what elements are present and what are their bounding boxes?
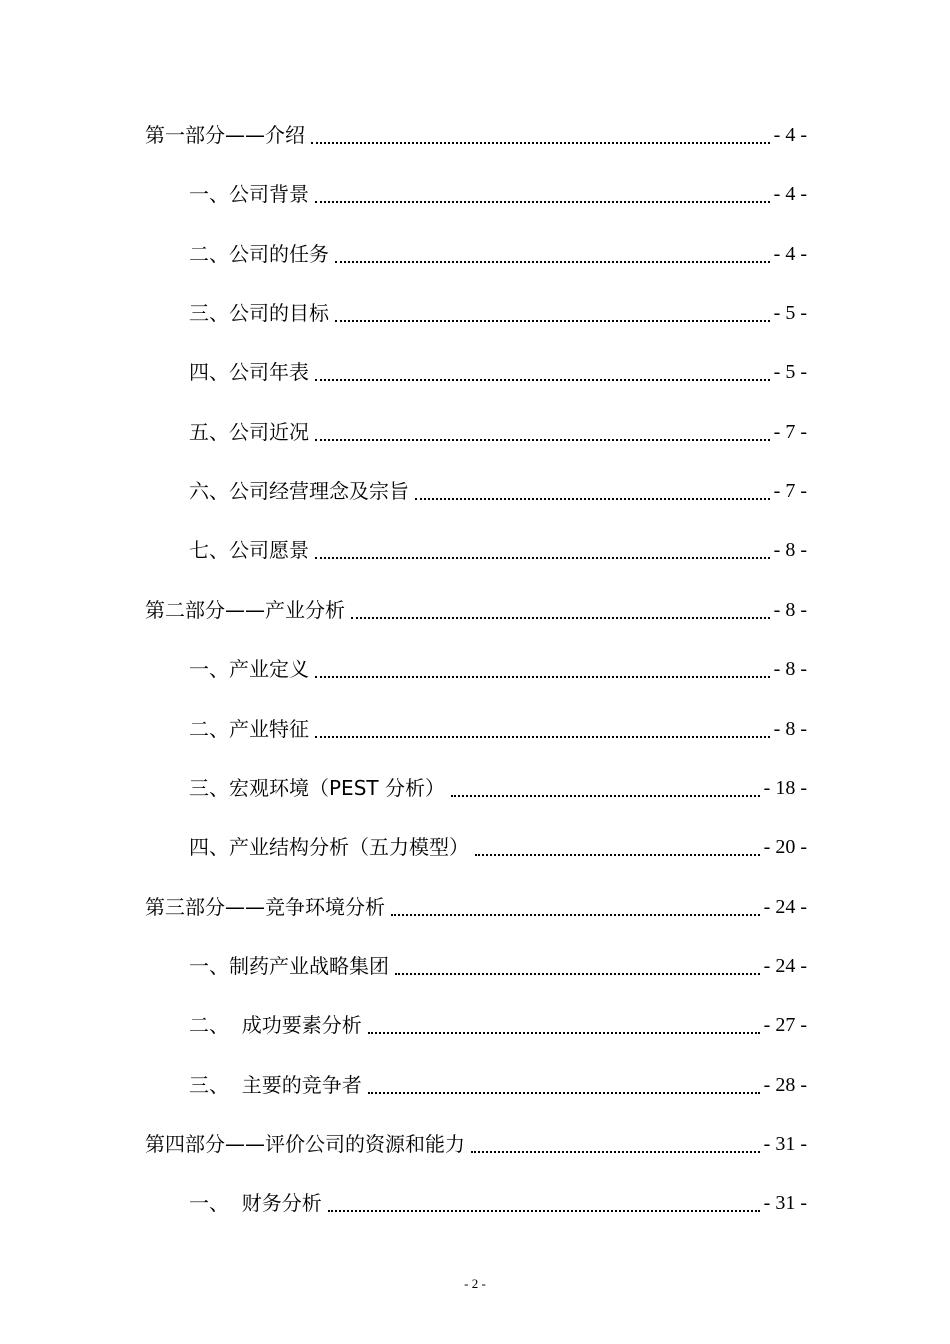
toc-entry[interactable] — [0, 832, 950, 862]
toc-entry-title: 一、产业定义 — [189, 657, 309, 682]
toc-entry-page: - 31 - — [763, 1132, 807, 1155]
toc-entry-page: - 4 - — [773, 124, 807, 146]
toc-entry-page: - 5 - — [773, 361, 807, 384]
toc-entry-leader — [315, 676, 770, 678]
toc-entry-leader — [351, 617, 770, 619]
toc-entry-title: 五、公司近况 — [189, 419, 309, 444]
toc-entry-title: 第三部分——竞争环境分析 — [145, 894, 385, 919]
toc-entry-page: - 24 - — [763, 895, 807, 918]
toc-entry[interactable] — [0, 773, 950, 803]
toc-entry[interactable] — [0, 476, 950, 506]
toc-entry-title: 一、公司背景 — [189, 182, 309, 207]
footer-page-number: - 2 - — [464, 1276, 486, 1291]
toc-entry-title: 二、公司的任务 — [189, 241, 329, 266]
toc-entry-title: 一、 财务分析 — [189, 1191, 322, 1216]
toc-entry-leader — [315, 201, 770, 203]
toc-entry-leader — [471, 1151, 760, 1153]
toc-entry[interactable] — [0, 120, 950, 150]
toc-entry-title: 四、公司年表 — [189, 360, 309, 385]
toc-entry-page: - 4 - — [773, 183, 807, 206]
toc-entry-title: 二、 成功要素分析 — [189, 1013, 362, 1038]
toc-entry-title: 三、 主要的竞争者 — [189, 1072, 362, 1097]
toc-entry-title: 第四部分——评价公司的资源和能力 — [145, 1131, 465, 1156]
toc-entry-leader — [395, 973, 760, 975]
toc-entry-leader — [315, 736, 770, 738]
toc-entry-leader — [415, 498, 770, 500]
toc-entry-page: - 8 - — [773, 658, 807, 681]
toc-entry-title: 第二部分——产业分析 — [145, 597, 345, 622]
toc-entry-leader — [315, 557, 770, 559]
toc-entry-page: - 31 - — [763, 1192, 807, 1215]
toc-entry[interactable] — [0, 179, 950, 209]
toc-entry[interactable] — [0, 892, 950, 922]
toc-entry-leader — [335, 261, 770, 263]
toc-entry[interactable] — [0, 595, 950, 625]
toc-entry[interactable] — [0, 298, 950, 328]
toc-entry-page: - 28 - — [763, 1073, 807, 1096]
toc-entry-page: - 5 - — [773, 302, 807, 325]
toc-entry-title: 七、公司愿景 — [189, 538, 309, 563]
toc-entry-page: - 24 - — [763, 954, 807, 977]
toc-entry-leader — [315, 379, 770, 381]
toc-entry-leader — [328, 1210, 760, 1212]
toc-entry-title: 一、制药产业战略集团 — [189, 953, 389, 978]
toc-entry[interactable] — [0, 1188, 950, 1218]
toc-entry-page: - 18 - — [763, 776, 807, 799]
toc-entry-page: - 7 - — [773, 420, 807, 443]
toc-entry[interactable] — [0, 1129, 950, 1159]
toc-entry[interactable] — [0, 535, 950, 565]
toc-entry-title: 六、公司经营理念及宗旨 — [189, 479, 409, 504]
toc-entry-title: 四、产业结构分析（五力模型） — [189, 835, 469, 860]
toc-entry[interactable] — [0, 1010, 950, 1040]
toc-entry-page: - 8 - — [773, 717, 807, 740]
toc-entry-leader — [391, 914, 760, 916]
toc-entry-page: - 8 - — [773, 539, 807, 562]
toc-entry[interactable] — [0, 417, 950, 447]
toc-entry-leader — [368, 1032, 760, 1034]
toc-entry-page: - 20 - — [763, 836, 807, 859]
toc-entry-page: - 8 - — [773, 598, 807, 621]
toc-entry-leader — [451, 795, 760, 797]
toc-entry[interactable] — [0, 239, 950, 269]
toc-entry-page: - 27 - — [763, 1014, 807, 1037]
toc-entry[interactable] — [0, 1070, 950, 1100]
toc-entry[interactable] — [0, 951, 950, 981]
toc-entry[interactable] — [0, 654, 950, 684]
toc-entry-leader — [315, 439, 770, 441]
toc-entry-page: - 7 - — [773, 480, 807, 503]
toc-entry-leader — [335, 320, 770, 322]
toc-entry-page: - 4 - — [773, 242, 807, 265]
toc-entry-leader — [475, 854, 760, 856]
toc-entry[interactable] — [0, 357, 950, 387]
toc-entry-title: 三、公司的目标 — [189, 301, 329, 326]
toc-entry-leader — [311, 142, 770, 144]
toc-entry-title: 二、产业特征 — [189, 716, 309, 741]
toc-entry-title: 三、宏观环境（PEST 分析） — [189, 775, 445, 800]
toc-entry[interactable] — [0, 714, 950, 744]
toc-entry-leader — [368, 1092, 760, 1094]
toc-entry-title: 第一部分——介绍 — [145, 123, 305, 147]
